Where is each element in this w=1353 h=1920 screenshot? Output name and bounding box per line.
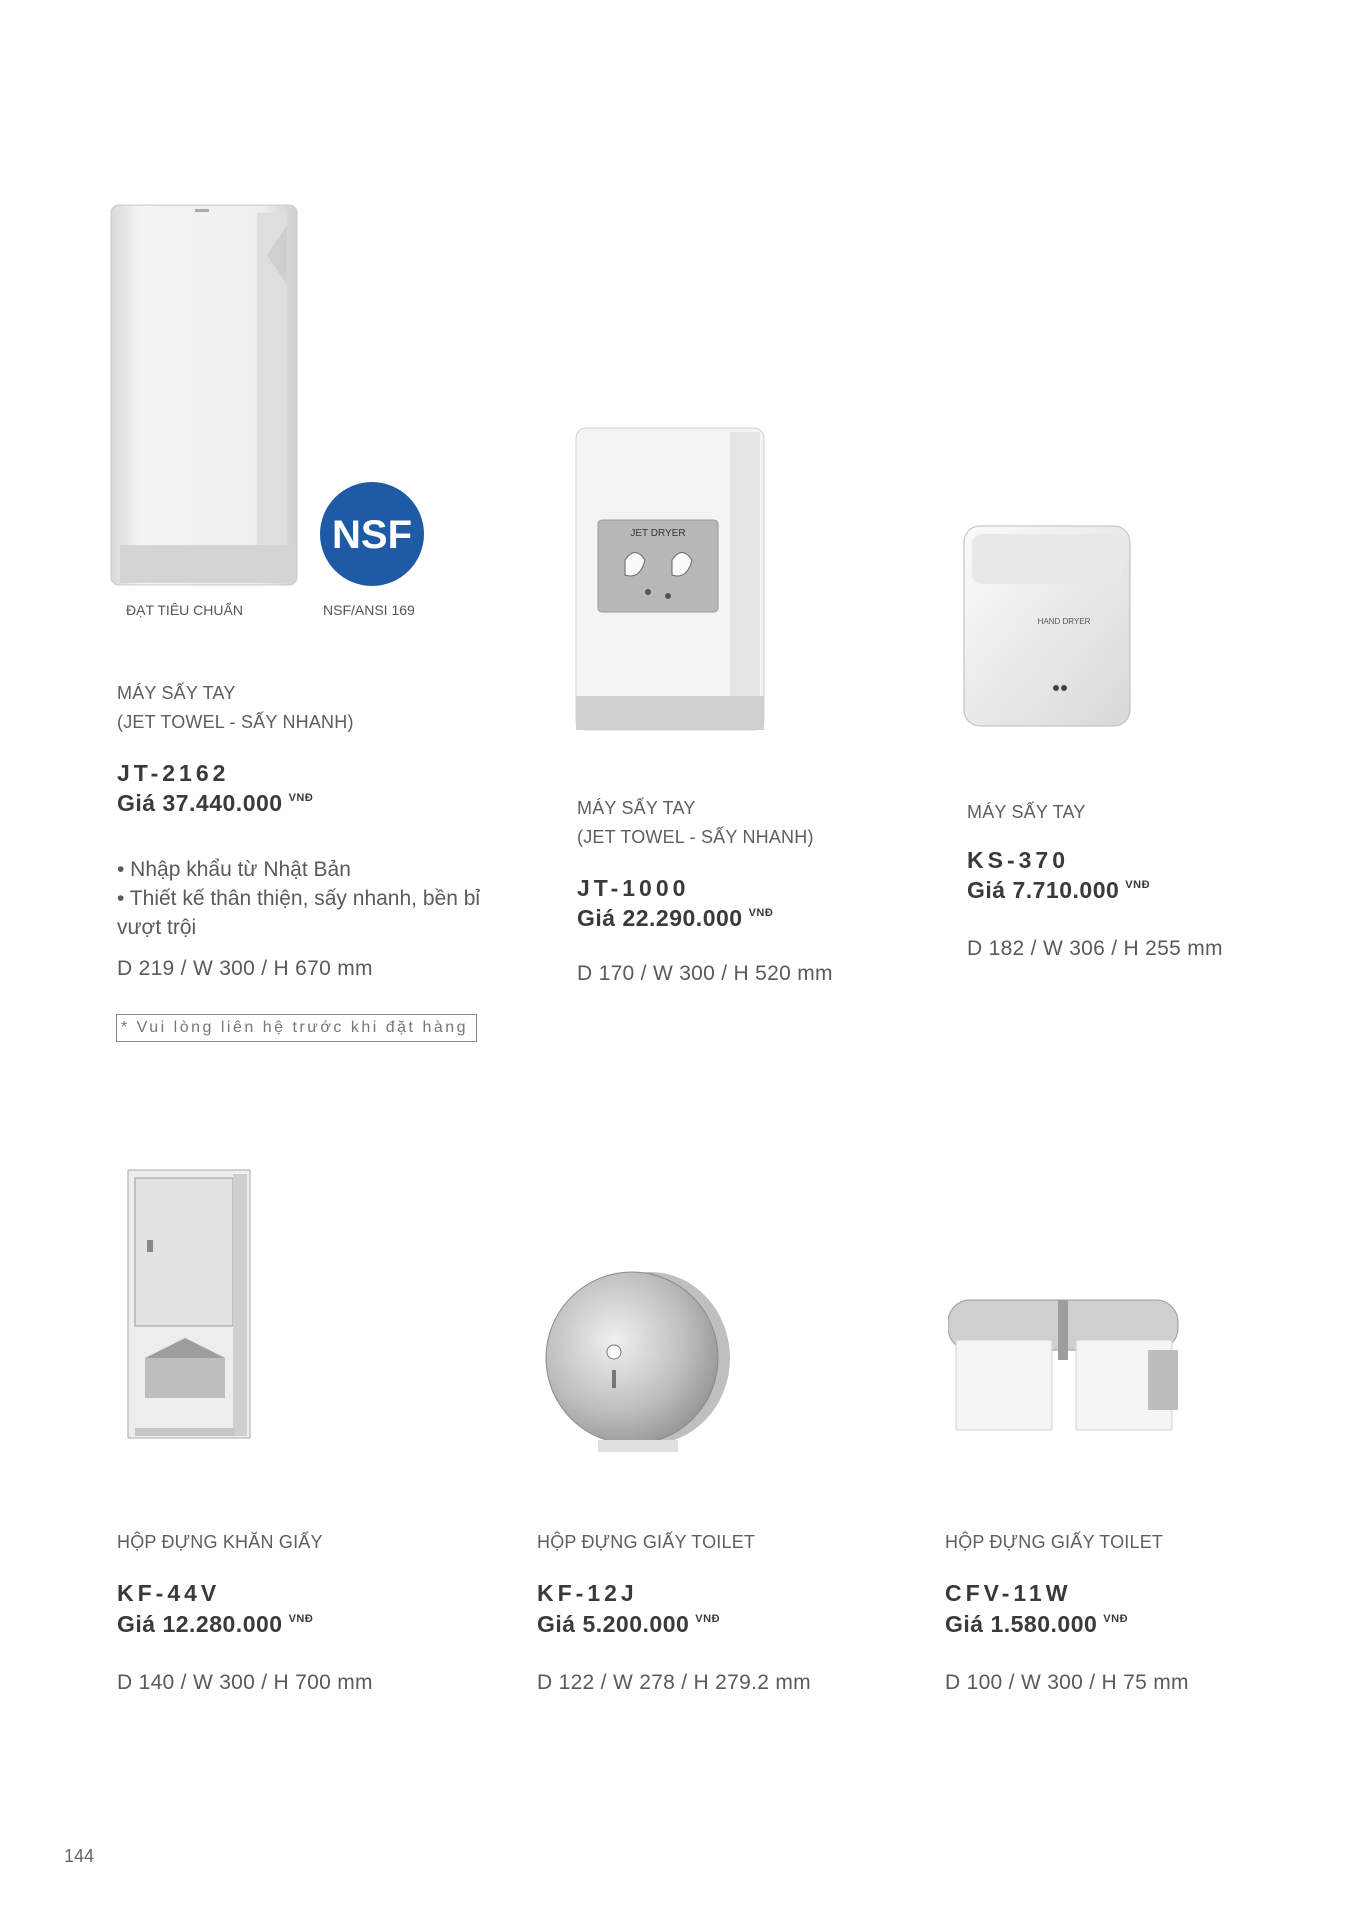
product-model: KF-44V <box>117 1580 221 1606</box>
certification-label: ĐẠT TIÊU CHUẨN <box>126 602 243 618</box>
svg-text:JET DRYER: JET DRYER <box>630 528 686 539</box>
product-dimensions: D 170 / W 300 / H 520 mm <box>577 962 833 985</box>
svg-text:HAND DRYER: HAND DRYER <box>1037 617 1091 626</box>
product-price: Giá 1.580.000 $^{VNĐ}$ <box>945 1611 1129 1637</box>
nsf-logo <box>318 480 426 588</box>
product-category: MÁY SẤY TAY (JET TOWEL - SẤY NHANH) <box>117 683 354 732</box>
product-dimensions: D 182 / W 306 / H 255 mm <box>967 937 1223 960</box>
product-category: MÁY SẤY TAY <box>967 802 1086 822</box>
feature-item: • Thiết kế thân thiện, sấy nhanh, bền bỉ vượt trội <box>117 887 481 939</box>
product-dimensions: D 122 / W 278 / H 279.2 mm <box>537 1671 811 1694</box>
product-price: Giá 7.710.000 $^{VNĐ}$ <box>967 877 1151 903</box>
product-image-kf-44v <box>125 1168 255 1443</box>
certification-standard: NSF/ANSI 169 <box>323 602 415 618</box>
svg-text:NSF: NSF <box>332 513 412 557</box>
product-model: KF-12J <box>537 1580 638 1606</box>
product-price: Giá 22.290.000 $^{VNĐ}$ <box>577 905 774 931</box>
product-model: KS-370 <box>967 847 1069 873</box>
feature-item: • Nhập khẩu từ Nhật Bản <box>117 858 351 881</box>
product-category: MÁY SẤY TAY (JET TOWEL - SẤY NHANH) <box>577 798 814 847</box>
product-image-jt-1000 <box>570 420 770 735</box>
product-model: CFV-11W <box>945 1580 1072 1606</box>
product-dimensions: D 219 / W 300 / H 670 mm <box>117 957 373 980</box>
product-model: JT-1000 <box>577 875 690 901</box>
product-model: JT-2162 <box>117 760 230 786</box>
product-price: Giá 37.440.000 $^{VNĐ}$ <box>117 790 314 816</box>
product-category: HỘP ĐỰNG KHĂN GIẤY <box>117 1532 323 1552</box>
product-category: HỘP ĐỰNG GIẤY TOILET <box>945 1532 1164 1552</box>
product-price: Giá 12.280.000 $^{VNĐ}$ <box>117 1611 314 1637</box>
product-image-jt-2162 <box>105 195 305 590</box>
product-image-cfv-11w <box>948 1290 1183 1440</box>
product-price: Giá 5.200.000 $^{VNĐ}$ <box>537 1611 721 1637</box>
feature-list <box>117 855 527 942</box>
product-dimensions: D 100 / W 300 / H 75 mm <box>945 1671 1189 1694</box>
product-image-kf-12j <box>540 1262 735 1460</box>
page-number: 144 <box>64 1846 95 1866</box>
product-dimensions: D 140 / W 300 / H 700 mm <box>117 1671 373 1694</box>
product-category: HỘP ĐỰNG GIẤY TOILET <box>537 1532 756 1552</box>
product-image-ks-370 <box>960 520 1135 735</box>
order-note: * Vui lòng liên hệ trước khi đặt hàng <box>116 1014 477 1042</box>
